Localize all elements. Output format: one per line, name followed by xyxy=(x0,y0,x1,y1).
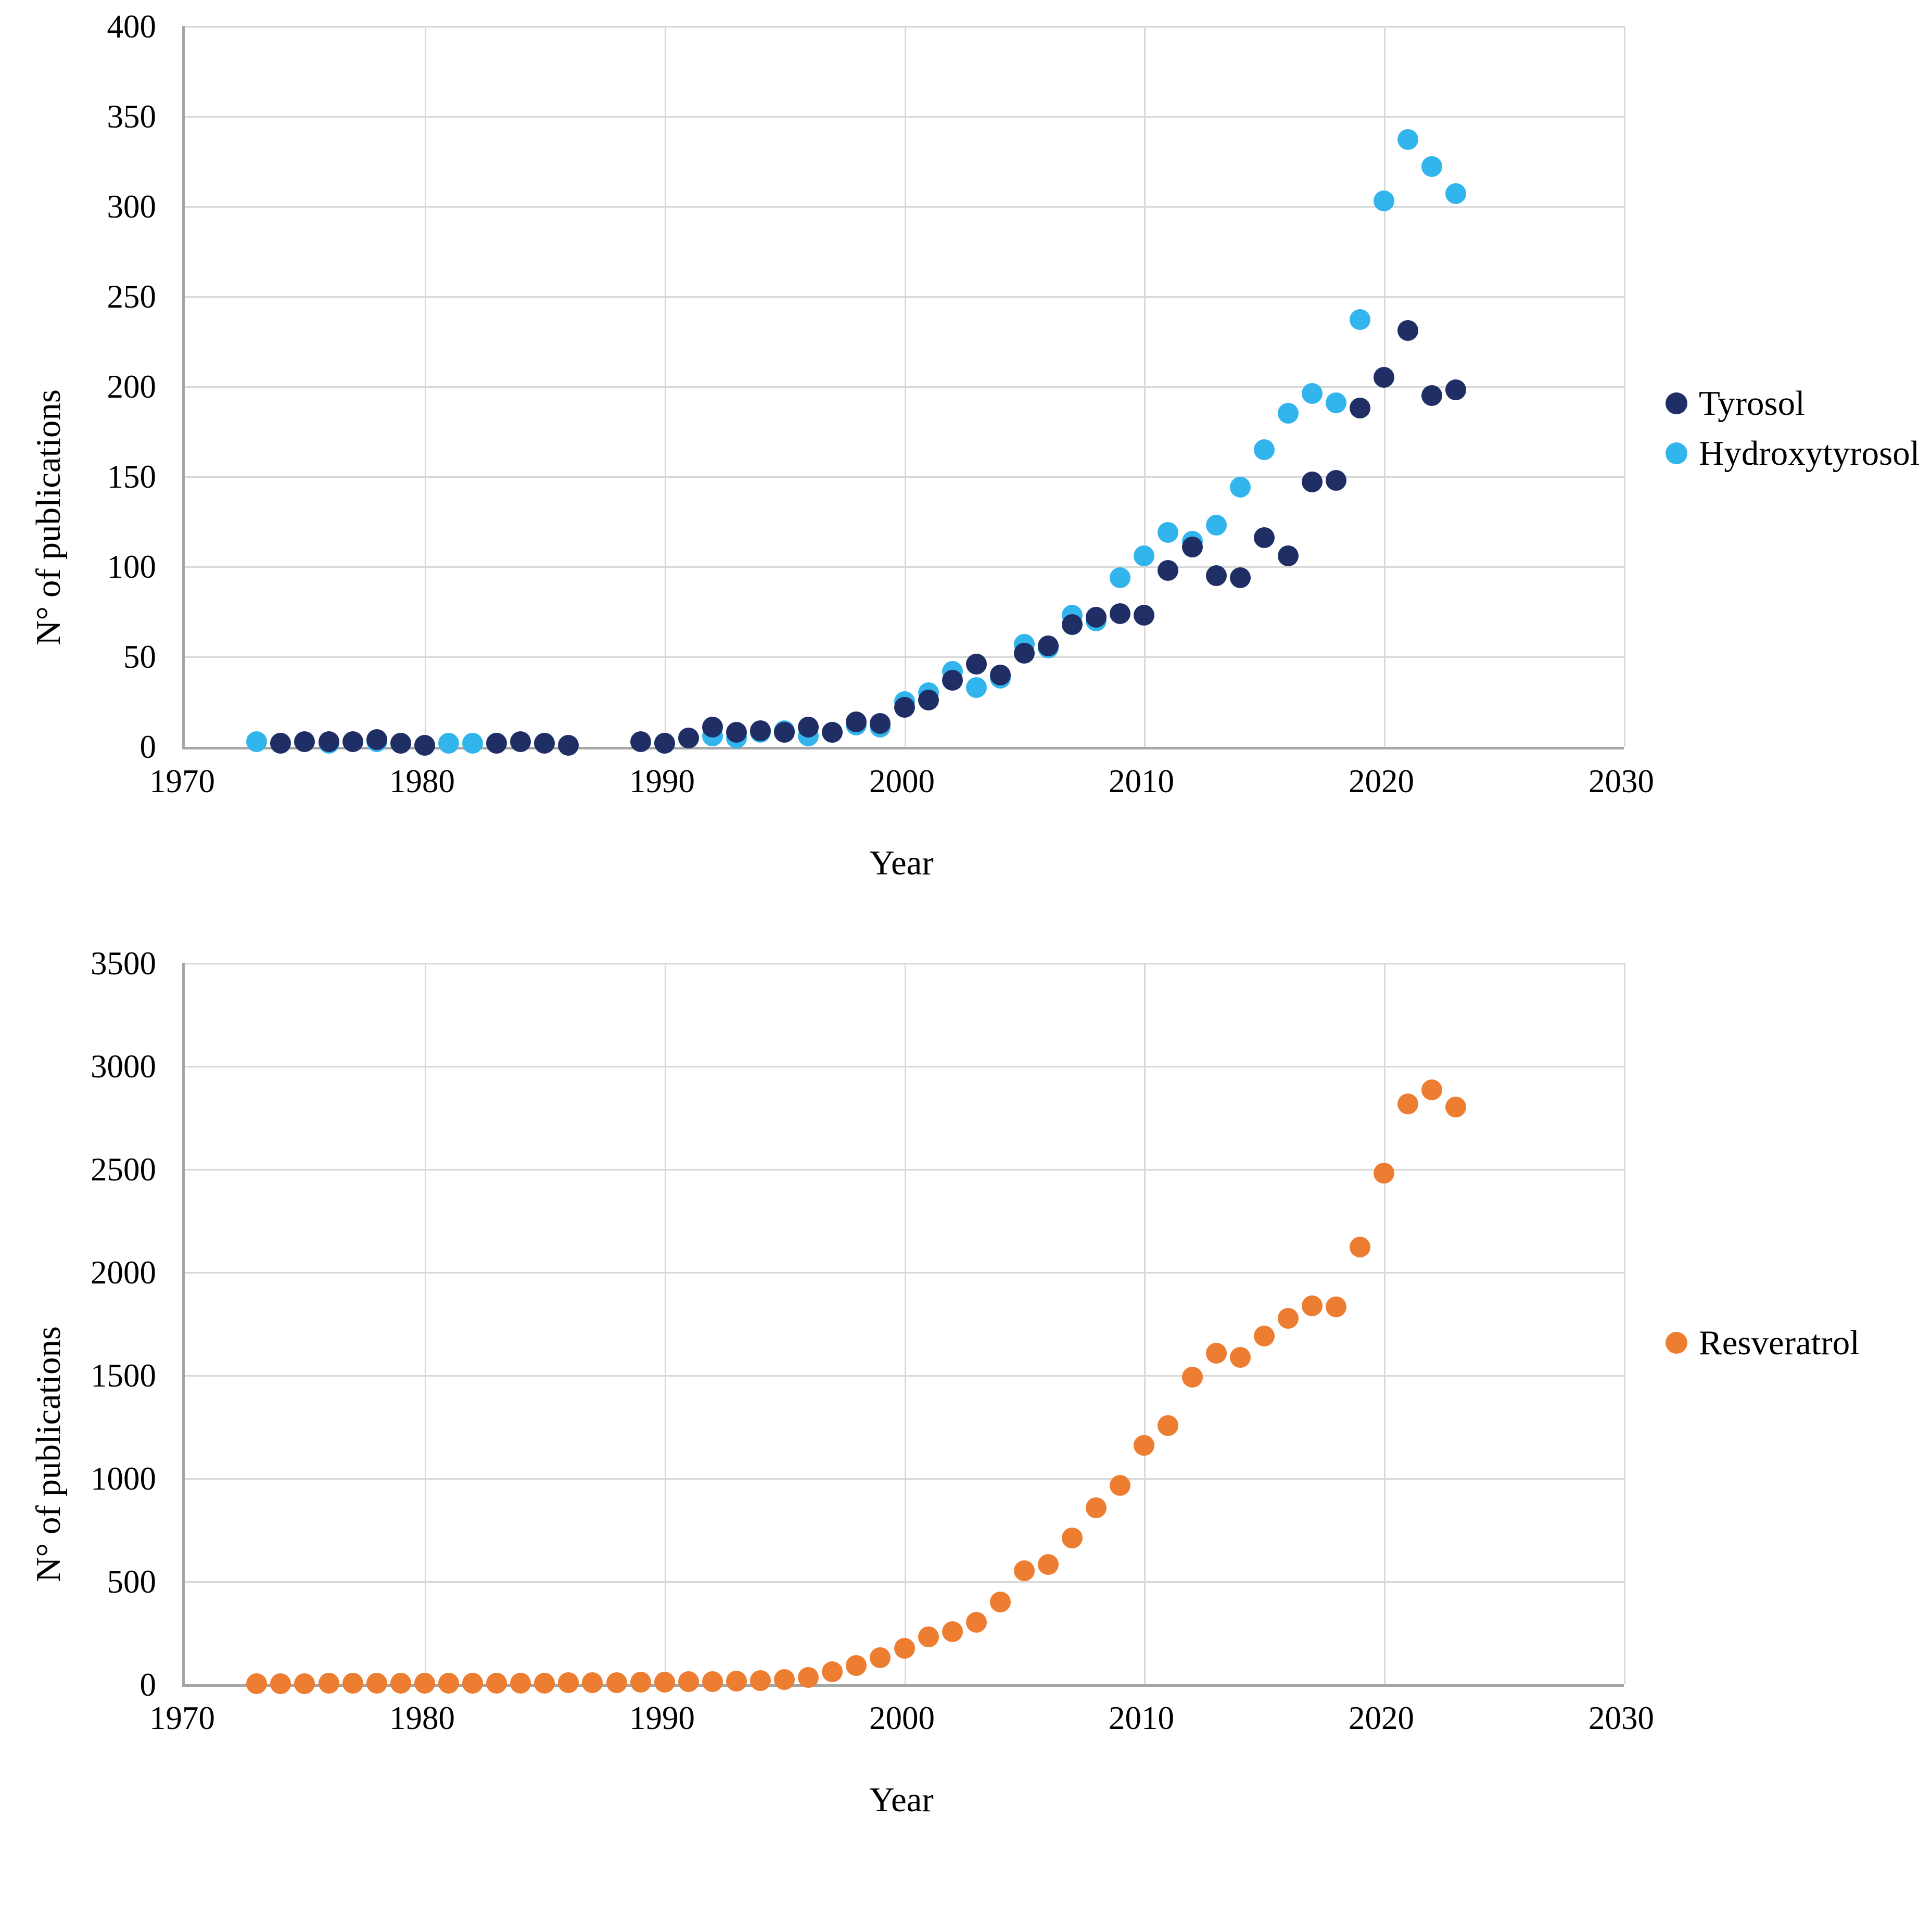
legend-item-hydroxytyrosol[interactable] xyxy=(1666,435,1920,472)
x-tick-label: 1970 xyxy=(149,763,215,799)
data-point xyxy=(894,697,915,718)
y-tick-label: 150 xyxy=(107,459,156,495)
data-point xyxy=(510,731,531,752)
legend-top xyxy=(1666,385,1920,485)
gridline-vertical xyxy=(665,26,666,747)
gridline-vertical xyxy=(1144,26,1146,747)
data-point xyxy=(942,1621,963,1642)
data-point xyxy=(846,711,867,732)
data-point xyxy=(1182,1367,1203,1388)
data-point xyxy=(1062,1528,1083,1548)
y-tick-label: 300 xyxy=(107,188,156,225)
data-point xyxy=(774,1669,795,1690)
data-point xyxy=(1397,129,1418,150)
chart-tyrosol-hydroxytyrosol xyxy=(0,0,1932,937)
data-point xyxy=(294,731,315,752)
x-tick-label: 1990 xyxy=(629,1700,695,1736)
data-point xyxy=(1230,477,1251,498)
x-tick-label: 1970 xyxy=(149,1700,215,1736)
data-point xyxy=(1014,643,1035,664)
data-point xyxy=(1206,515,1227,536)
data-point xyxy=(1302,472,1323,492)
data-point xyxy=(342,1673,363,1694)
y-tick-label: 50 xyxy=(123,639,156,675)
x-tick-label: 2000 xyxy=(869,1700,935,1736)
data-point xyxy=(366,1673,387,1694)
data-point xyxy=(462,1673,483,1694)
data-point xyxy=(822,1661,843,1682)
gridline-vertical xyxy=(1624,963,1625,1684)
data-point xyxy=(486,1673,507,1694)
x-tick-label: 2010 xyxy=(1109,1700,1174,1736)
legend-label: Resveratrol xyxy=(1699,1324,1860,1362)
data-point xyxy=(894,1638,915,1659)
data-point xyxy=(319,1673,339,1694)
data-point xyxy=(942,670,963,691)
x-axis-title-top: Year xyxy=(869,844,934,882)
data-point xyxy=(1014,1560,1035,1581)
data-point xyxy=(774,722,795,743)
data-point xyxy=(1110,1475,1130,1496)
gridline-vertical xyxy=(1624,26,1625,747)
data-point xyxy=(1086,607,1107,628)
data-point xyxy=(966,654,987,675)
data-point xyxy=(870,1647,891,1668)
data-point xyxy=(366,729,387,750)
data-point xyxy=(1374,1163,1394,1184)
data-point xyxy=(582,1672,603,1693)
y-tick-label: 3500 xyxy=(91,945,156,982)
gridline-vertical xyxy=(905,26,906,747)
data-point xyxy=(1421,385,1442,406)
data-point xyxy=(486,733,507,754)
data-point xyxy=(1445,1097,1466,1117)
data-point xyxy=(342,731,363,752)
y-tick-label: 1000 xyxy=(91,1460,156,1497)
data-point xyxy=(606,1672,627,1693)
data-point xyxy=(1278,545,1299,566)
gridline-vertical xyxy=(425,963,426,1684)
y-tick-label: 0 xyxy=(139,1667,156,1703)
data-point xyxy=(246,731,267,752)
data-point xyxy=(1374,190,1394,211)
data-point xyxy=(1326,392,1346,413)
data-point xyxy=(1086,1497,1107,1518)
x-tick-label: 2020 xyxy=(1349,763,1414,799)
legend-bottom xyxy=(1666,1325,1860,1375)
y-tick-label: 1500 xyxy=(91,1357,156,1394)
legend-label: Hydroxytyrosol xyxy=(1699,434,1920,473)
legend-item-resveratrol[interactable] xyxy=(1666,1325,1860,1361)
data-point xyxy=(966,1612,987,1633)
data-point xyxy=(534,733,555,754)
gridline-vertical xyxy=(1144,963,1146,1684)
data-point xyxy=(1445,379,1466,400)
chart-resveratrol xyxy=(0,937,1932,1907)
data-point xyxy=(1374,367,1394,388)
plot-area-bottom xyxy=(182,963,1624,1687)
data-point xyxy=(726,722,747,743)
data-point xyxy=(798,717,819,738)
gridline-vertical xyxy=(425,26,426,747)
x-tick-label: 2010 xyxy=(1109,763,1174,799)
data-point xyxy=(1134,545,1154,566)
data-point xyxy=(534,1673,555,1694)
data-point xyxy=(1062,614,1083,635)
data-point xyxy=(1397,320,1418,341)
data-point xyxy=(966,677,987,698)
y-tick-label: 200 xyxy=(107,368,156,405)
data-point xyxy=(246,1673,267,1694)
y-tick-label: 400 xyxy=(107,8,156,45)
data-point xyxy=(319,731,339,752)
plot-area-top xyxy=(182,26,1624,749)
x-tick-label: 1980 xyxy=(389,763,455,799)
data-point xyxy=(1158,1415,1178,1436)
data-point xyxy=(414,735,435,756)
y-tick-label: 2000 xyxy=(91,1254,156,1291)
y-tick-label: 100 xyxy=(107,549,156,585)
gridline-vertical xyxy=(1384,963,1386,1684)
y-tick-label: 250 xyxy=(107,278,156,315)
y-axis-title-bottom: N° of publications xyxy=(29,1326,68,1582)
data-point xyxy=(1134,605,1154,626)
data-point xyxy=(1254,1326,1275,1346)
data-point xyxy=(630,1672,651,1693)
y-tick-label: 350 xyxy=(107,98,156,135)
data-point xyxy=(1182,537,1203,557)
data-point xyxy=(294,1673,315,1694)
legend-swatch-resveratrol xyxy=(1666,1332,1687,1354)
data-point xyxy=(726,1671,747,1692)
gridline-vertical xyxy=(665,963,666,1684)
legend-label: Tyrosol xyxy=(1699,384,1805,423)
y-tick-label: 3000 xyxy=(91,1048,156,1085)
x-tick-label: 2020 xyxy=(1349,1700,1414,1736)
data-point xyxy=(1038,1554,1059,1575)
legend-item-tyrosol[interactable] xyxy=(1666,385,1920,422)
gridline-vertical xyxy=(905,963,906,1684)
data-point xyxy=(1206,1343,1227,1364)
x-tick-label: 2000 xyxy=(869,763,935,799)
data-point xyxy=(1110,603,1130,624)
data-point xyxy=(1421,1079,1442,1100)
data-point xyxy=(1445,183,1466,204)
data-point xyxy=(630,731,651,752)
x-tick-label: 1990 xyxy=(629,763,695,799)
data-point xyxy=(678,728,699,748)
data-point xyxy=(390,1673,411,1694)
data-point xyxy=(1254,439,1275,460)
data-point xyxy=(1110,567,1130,588)
data-point xyxy=(1350,1237,1370,1257)
data-point xyxy=(990,665,1011,685)
data-point xyxy=(1350,309,1370,330)
x-tick-label: 2030 xyxy=(1588,763,1654,799)
data-point xyxy=(702,717,723,738)
data-point xyxy=(1134,1435,1154,1456)
data-point xyxy=(270,1673,291,1694)
data-point xyxy=(1230,1347,1251,1368)
data-point xyxy=(918,1626,939,1647)
x-axis-title-bottom: Year xyxy=(869,1781,934,1819)
data-point xyxy=(798,1667,819,1688)
data-point xyxy=(558,735,579,756)
data-point xyxy=(654,733,675,754)
data-point xyxy=(654,1672,675,1693)
y-axis-title-top: N° of publications xyxy=(29,389,68,645)
data-point xyxy=(462,733,483,754)
data-point xyxy=(750,1670,771,1691)
data-point xyxy=(1350,398,1370,418)
legend-swatch-hydroxytyrosol xyxy=(1666,442,1687,464)
data-point xyxy=(846,1655,867,1676)
data-point xyxy=(270,733,291,754)
data-point xyxy=(390,733,411,754)
y-tick-label: 500 xyxy=(107,1563,156,1600)
data-point xyxy=(558,1672,579,1693)
x-tick-label: 2030 xyxy=(1588,1700,1654,1736)
data-point xyxy=(1326,470,1346,491)
data-point xyxy=(414,1673,435,1694)
legend-swatch-tyrosol xyxy=(1666,392,1687,414)
data-point xyxy=(702,1671,723,1692)
data-point xyxy=(1302,383,1323,404)
data-point xyxy=(1421,156,1442,177)
data-point xyxy=(438,733,459,754)
data-point xyxy=(1158,560,1178,581)
data-point xyxy=(1278,403,1299,424)
y-tick-label: 0 xyxy=(139,729,156,765)
data-point xyxy=(438,1673,459,1694)
data-point xyxy=(822,722,843,743)
data-point xyxy=(510,1673,531,1694)
y-tick-label: 2500 xyxy=(91,1151,156,1188)
data-point xyxy=(678,1671,699,1692)
data-point xyxy=(1254,527,1275,548)
data-point xyxy=(1326,1296,1346,1317)
data-point xyxy=(1397,1094,1418,1114)
data-point xyxy=(1278,1308,1299,1329)
x-tick-label: 1980 xyxy=(389,1700,455,1736)
data-point xyxy=(1302,1295,1323,1316)
data-point xyxy=(750,720,771,741)
data-point xyxy=(1038,635,1059,656)
data-point xyxy=(990,1592,1011,1612)
data-point xyxy=(918,690,939,710)
data-point xyxy=(870,713,891,734)
data-point xyxy=(1230,567,1251,588)
data-point xyxy=(1158,522,1178,543)
data-point xyxy=(1206,565,1227,586)
